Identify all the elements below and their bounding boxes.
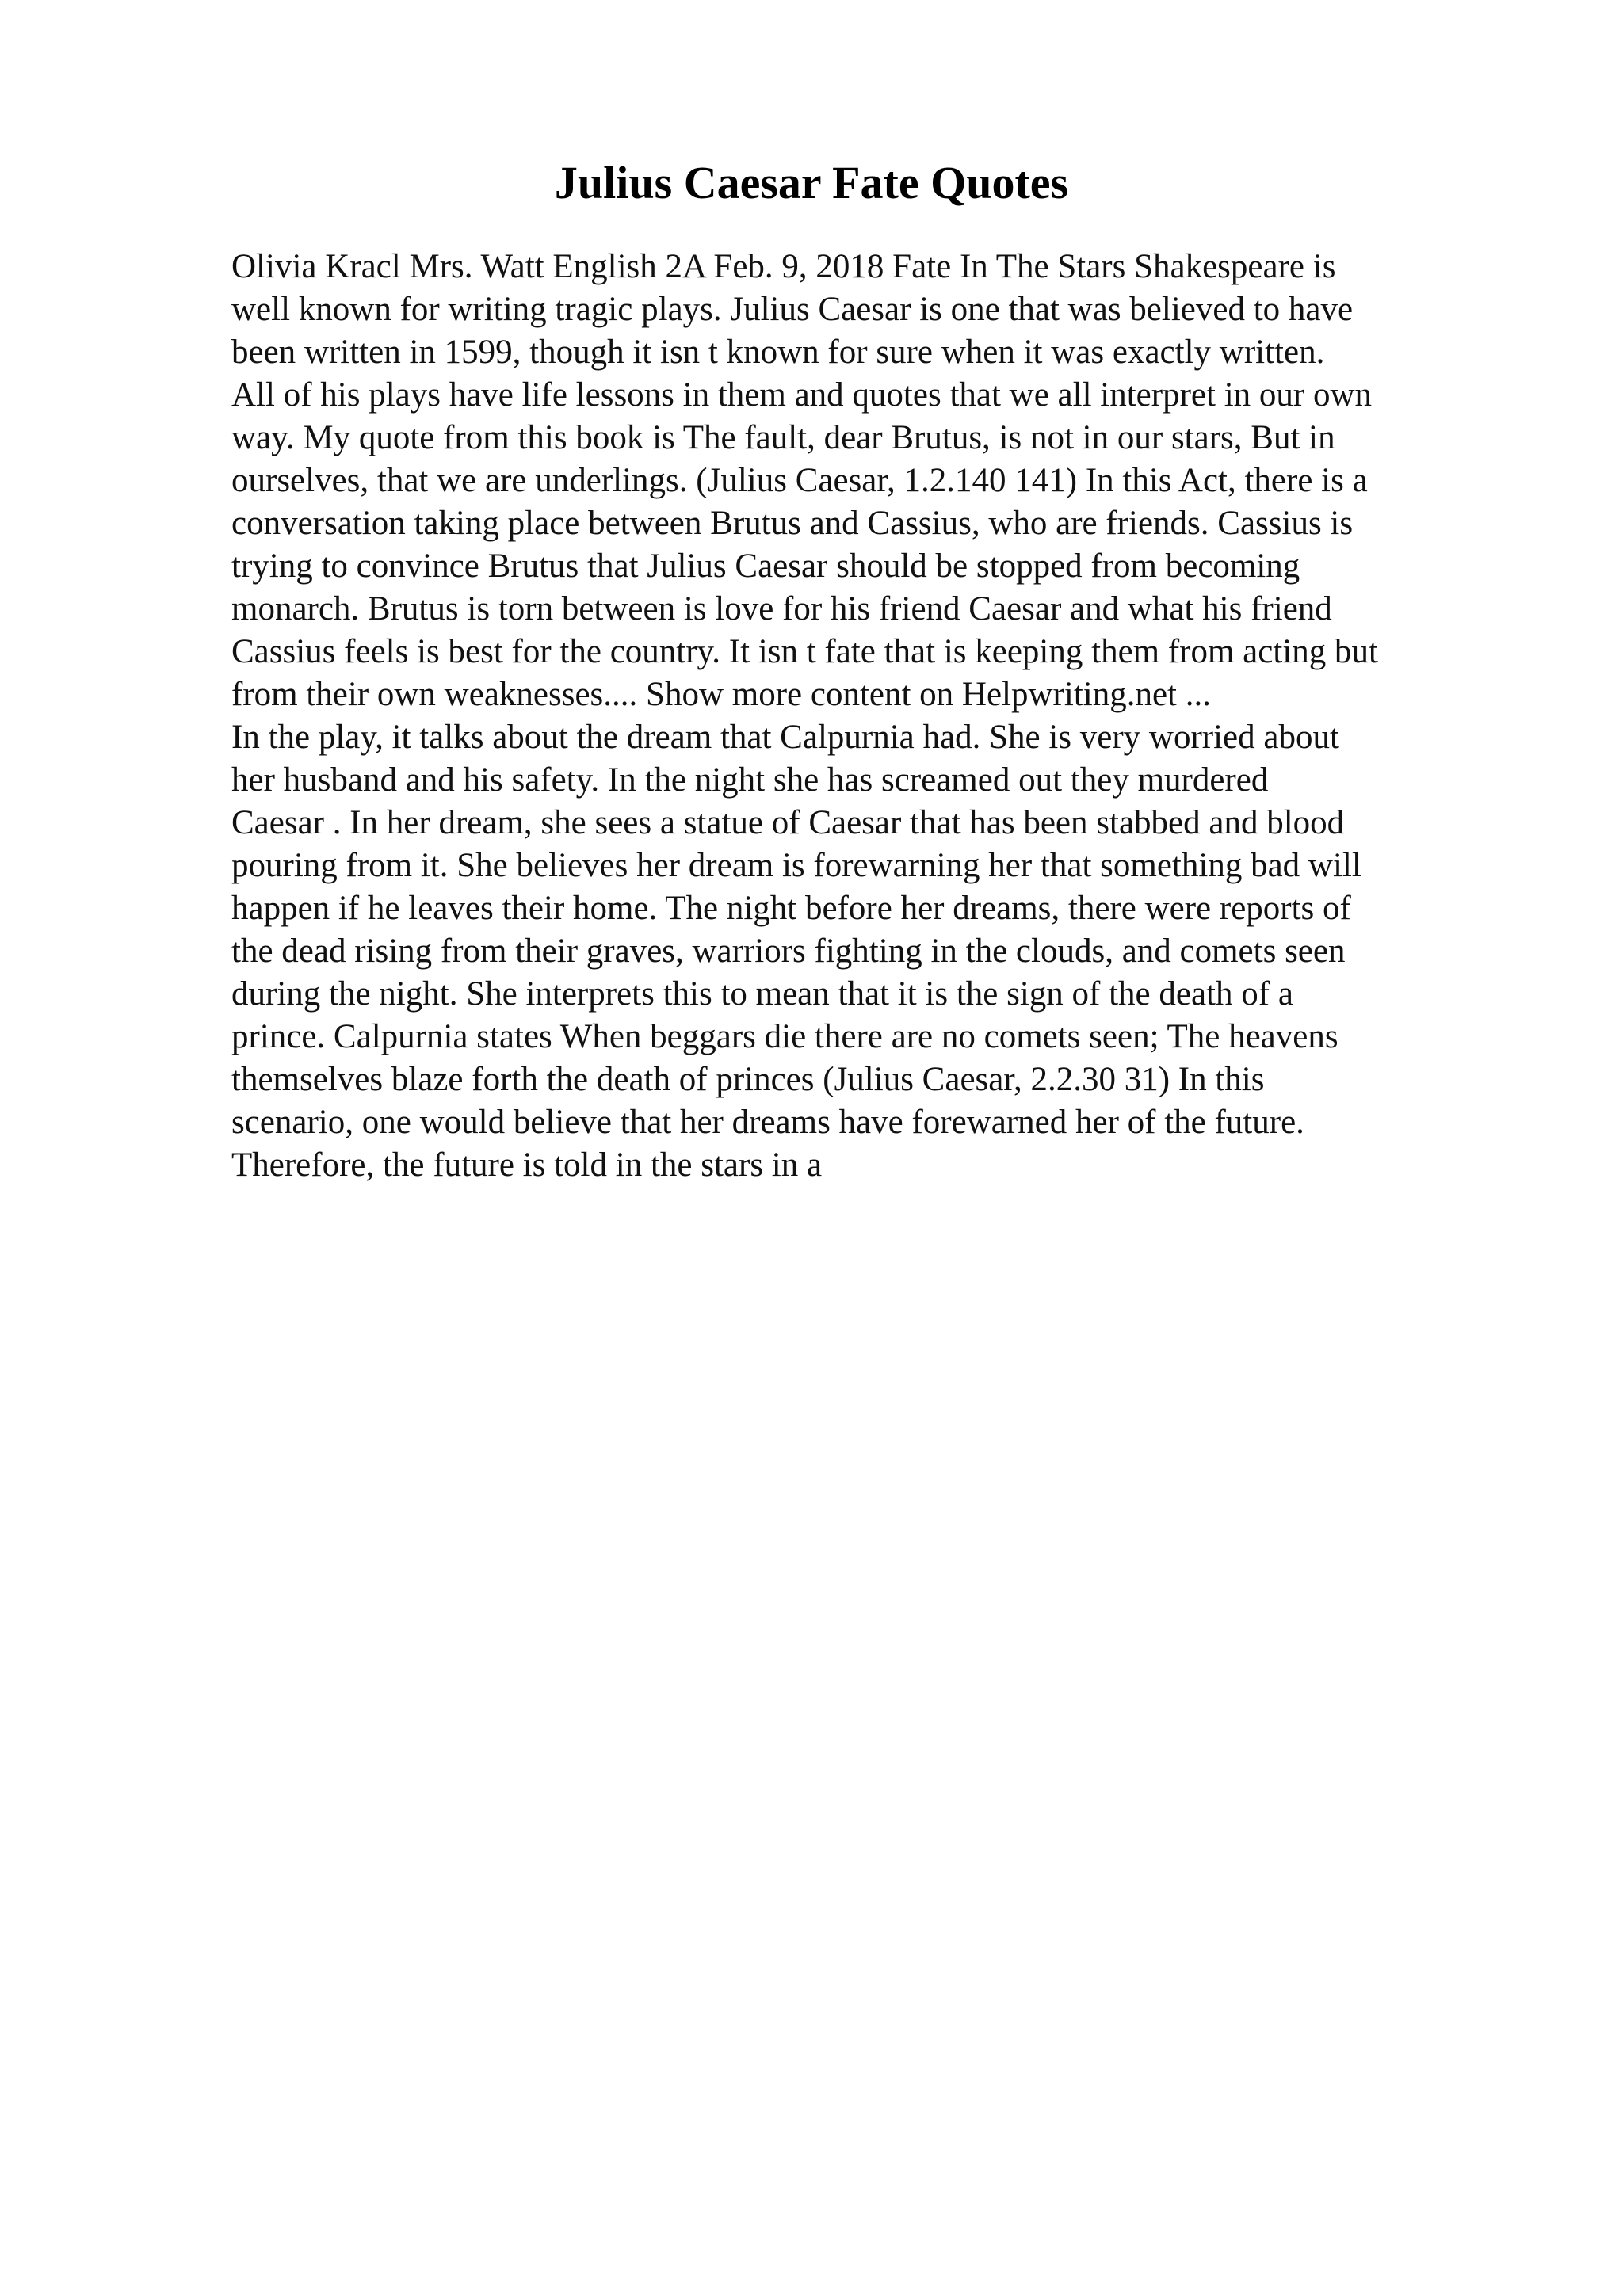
document-title: Julius Caesar Fate Quotes — [554, 157, 1069, 208]
text-line: themselves blaze forth the death of princes (Julius Caesar, 2.2.30 31) In this — [231, 1061, 1265, 1098]
text-line: well known for writing tragic plays. Julius Caesar is one that was believed to have — [231, 291, 1354, 328]
text-line: ourselves, that we are underlings. (Julius Caesar, 1.2.140 141) In this Act, there is a — [231, 462, 1368, 499]
text-line: during the night. She interprets this to mean that it is the sign of the death of a — [231, 975, 1293, 1013]
text-line: trying to convince Brutus that Julius Caesar should be stopped from becoming — [231, 547, 1300, 585]
text-line: way. My quote from this book is The fault, dear Brutus, is not in our stars, But in — [231, 419, 1335, 456]
text-line: Cassius feels is best for the country. It isn t fate that is keeping them from acting but — [231, 633, 1378, 670]
text-line: been written in 1599, though it isn t known for sure when it was exactly written. — [231, 334, 1325, 371]
text-line: Olivia Kracl Mrs. Watt English 2A Feb. 9, 2018 Fate In The Stars Shakespeare is — [231, 248, 1336, 285]
text-line: from their own weaknesses.... Show more content on Helpwriting.net ... — [231, 676, 1211, 713]
text-line: her husband and his safety. In the night she has screamed out they murdered — [231, 761, 1269, 799]
document-body — [231, 246, 1491, 1187]
paragraph-2 — [231, 716, 1491, 1187]
text-line: Therefore, the future is told in the stars in a — [231, 1146, 823, 1184]
text-line: prince. Calpurnia states When beggars die there are no comets seen; The heavens — [231, 1018, 1338, 1055]
text-line: pouring from it. She believes her dream is forewarning her that something bad will — [231, 847, 1361, 884]
text-line: In the play, it talks about the dream that Calpurnia had. She is very worried about — [231, 719, 1339, 756]
paragraph-1 — [231, 246, 1491, 716]
text-line: happen if he leaves their home. The night before her dreams, there were reports of — [231, 890, 1351, 927]
text-line: All of his plays have life lessons in them and quotes that we all interpret in our own — [231, 376, 1373, 414]
text-line: monarch. Brutus is torn between is love for his friend Caesar and what his friend — [231, 590, 1332, 627]
text-line: scenario, one would believe that her dreams have forewarned her of the future. — [231, 1104, 1304, 1141]
text-line: the dead rising from their graves, warriors fighting in the clouds, and comets seen — [231, 933, 1346, 970]
text-line: conversation taking place between Brutus and Cassius, who are friends. Cassius is — [231, 505, 1354, 542]
text-line: Caesar . In her dream, she sees a statue of Caesar that has been stabbed and blood — [231, 804, 1345, 841]
